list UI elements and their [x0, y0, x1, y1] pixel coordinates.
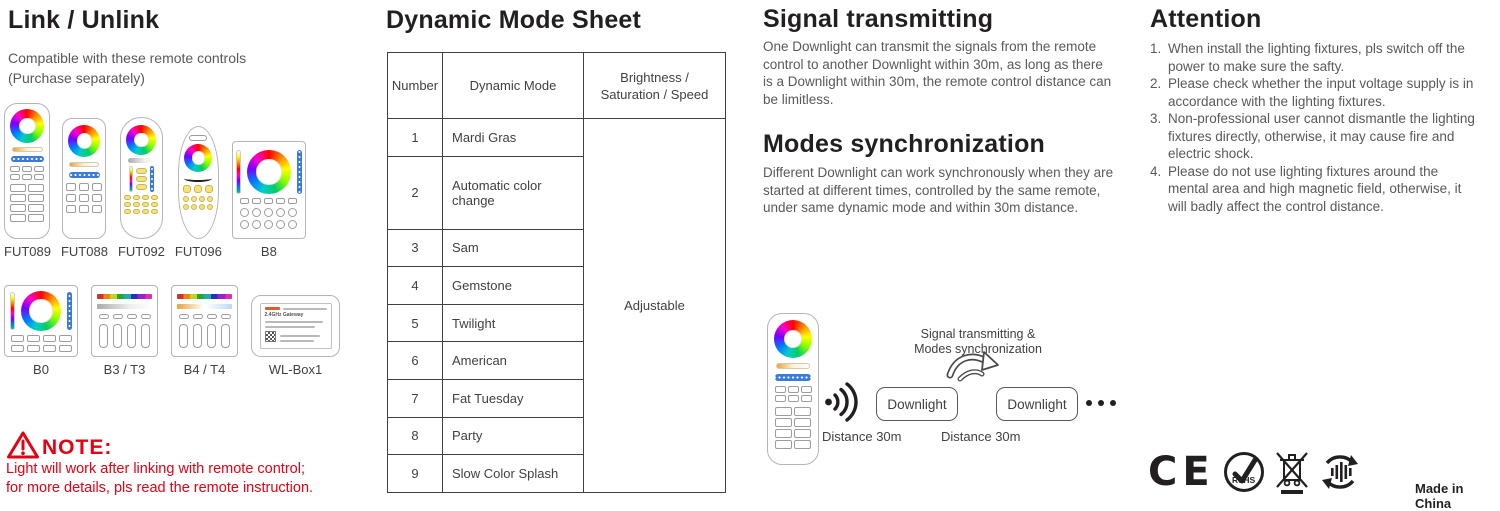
- zone-slider-row: [99, 324, 150, 348]
- panel-b0: [4, 285, 78, 377]
- dynamic-mode-sheet-title: Dynamic Mode Sheet: [386, 6, 642, 34]
- panel-b4-t4: [171, 285, 238, 377]
- gateway-body: [251, 295, 340, 357]
- rainbow-strip-icon: [177, 294, 232, 299]
- col-header-mode: Dynamic Mode: [443, 53, 584, 119]
- brightness-bar-icon: [11, 156, 44, 162]
- row-number: 4: [388, 267, 443, 305]
- zone-button-grid: [10, 184, 44, 222]
- ellipsis-dots-icon: [1086, 400, 1116, 406]
- button-grid: [11, 335, 72, 352]
- attention-item-2: [1150, 75, 1476, 110]
- panel-top: [10, 291, 72, 331]
- cct-bar-icon: [69, 162, 99, 167]
- power-pill-icon: [189, 135, 207, 141]
- color-wheel-icon: [184, 144, 212, 172]
- arrow-label-line1: Signal transmitting &: [920, 327, 1036, 341]
- color-ring-icon: [247, 150, 291, 194]
- zone-button-grid: [183, 196, 213, 210]
- brightness-bar-icon: [69, 172, 100, 178]
- remote-fut088-body: [62, 118, 106, 239]
- qr-code-icon: [265, 331, 276, 342]
- note-title: NOTE:: [42, 436, 113, 459]
- item-number: 2.: [1150, 76, 1162, 91]
- arrow-label-line2: Modes synchronization: [914, 342, 1042, 356]
- compatible-subtitle-line2: (Purchase separately): [8, 70, 145, 86]
- panel-b8: [232, 141, 306, 259]
- remote-fut096: [175, 126, 222, 259]
- weee-bin-icon: [1273, 448, 1311, 496]
- item-number: 4.: [1150, 163, 1162, 179]
- rf-signal-icon: [824, 381, 860, 423]
- panel-top: [236, 150, 302, 194]
- row-mode: American: [443, 342, 584, 380]
- arrow-label: [893, 327, 1063, 357]
- certification-icons: [1148, 448, 1362, 496]
- brightness-slider-icon: [67, 292, 72, 330]
- pill-button-row: [99, 314, 151, 319]
- item-text: Non-professional user cannot dismantle the lighting fixtures directly, otherwise, it may cause fire and electric shock.: [1168, 111, 1475, 161]
- zone-slider-row: [179, 324, 230, 348]
- brightness-slider-icon: [297, 150, 302, 194]
- button-grid: [10, 166, 44, 180]
- gateway-label-area: [260, 303, 332, 349]
- remote-label: B0: [33, 362, 49, 377]
- row-mode: Sam: [443, 229, 584, 267]
- panel-b8-body: [232, 141, 306, 239]
- cct-strip-icon: [177, 304, 232, 309]
- rohs-icon: [1222, 450, 1266, 494]
- gateway-model-text: 2.4GHz Gateway: [264, 312, 304, 318]
- brightness-slider-icon: [150, 166, 154, 192]
- color-wheel-icon: [126, 125, 156, 155]
- remote-fut092: [118, 117, 165, 259]
- attention-list: [1150, 40, 1476, 215]
- arc-bar-icon: [184, 175, 212, 182]
- remote-label: B4 / T4: [183, 362, 226, 377]
- row-number: 6: [388, 342, 443, 380]
- attention-item-1: [1150, 40, 1476, 75]
- row-mode: Slow Color Splash: [443, 455, 584, 493]
- row-mode: Mardi Gras: [443, 119, 584, 157]
- mid-controls: [129, 166, 154, 192]
- signal-transmitting-body: One Downlight can transmit the signals from the remote control to another Downlight within 30m, as long as there is a Downlight within 30m, the remote control distance can be limitless.: [763, 39, 1112, 107]
- button-row: [240, 198, 297, 204]
- color-wheel-icon: [774, 320, 812, 358]
- cct-bar-icon: [776, 363, 810, 369]
- row-number: 9: [388, 455, 443, 493]
- saturation-slider-icon: [236, 150, 241, 194]
- item-number: 1.: [1150, 41, 1162, 56]
- remotes-row-1: [4, 103, 306, 259]
- made-in-china-label: Made in China: [1415, 481, 1464, 511]
- col-header-bss: [584, 53, 726, 119]
- row-number: 8: [388, 417, 443, 455]
- note-line2: for more details, pls read the remote instruction.: [6, 480, 314, 496]
- pill-button-row: [179, 314, 231, 319]
- gateway-wl-box1: [251, 295, 340, 377]
- remote-label: B8: [260, 244, 277, 259]
- remote-fut088: [61, 118, 108, 259]
- dynamic-mode-table: [387, 52, 726, 493]
- row-number: 1: [388, 119, 443, 157]
- item-number: 3.: [1150, 111, 1162, 126]
- remote-label: FUT089: [4, 244, 51, 259]
- radio-equipment-icon: [1318, 450, 1362, 494]
- warning-triangle-icon: [6, 430, 40, 460]
- panel-b4-body: [171, 285, 238, 357]
- compatible-subtitle-line1: Compatible with these remote controls: [8, 50, 247, 66]
- item-text: Please do not use lighting fixtures around the mental area and high magnetic field, otherwise, it will badly affect the control distance.: [1168, 163, 1462, 214]
- remote-label: FUT096: [174, 244, 222, 259]
- downlight-box-1: Downlight: [876, 387, 958, 421]
- transmission-diagram: [760, 305, 1130, 485]
- adjustable-cell: Adjustable: [584, 119, 726, 493]
- row-number: 2: [388, 156, 443, 229]
- note-line1: Light will work after linking with remote control;: [6, 461, 305, 477]
- remote-fut092-body: [120, 117, 163, 239]
- saturation-slider-icon: [10, 292, 15, 330]
- note-section: [6, 430, 313, 498]
- row-number: 3: [388, 229, 443, 267]
- color-wheel-icon: [10, 109, 44, 143]
- distance-label-2: Distance 30m: [941, 429, 1021, 444]
- white-bar-icon: [128, 158, 155, 163]
- brand-logo-icon: [265, 307, 280, 310]
- remote-label: FUT088: [60, 244, 108, 259]
- remote-label: WL-Box1: [268, 362, 323, 377]
- item-text: When install the lighting fixtures, pls switch off the power to make sure the safty.: [1168, 41, 1465, 74]
- attention-item-4: [1150, 163, 1476, 216]
- bss-line1: Brightness /: [620, 69, 689, 85]
- rohs-text: RoHS: [1231, 475, 1255, 485]
- remotes-row-2: [4, 285, 340, 377]
- signal-transmitting-title: Signal transmitting: [763, 5, 994, 33]
- color-ring-icon: [21, 291, 61, 331]
- row-mode: Automatic color change: [443, 156, 584, 229]
- row-number: 7: [388, 380, 443, 418]
- saturation-slider-icon: [129, 166, 133, 192]
- zone-button-grid: [775, 407, 811, 449]
- row-mode: Party: [443, 417, 584, 455]
- remote-fut089: [4, 103, 51, 259]
- table-row: [388, 119, 726, 157]
- row-mode: Twilight: [443, 304, 584, 342]
- modes-synchronization-body: Different Downlight can work synchronously when they are started at different times, controlled by the same remote, under same dynamic mode and within 30m distance.: [763, 165, 1114, 215]
- zone-button-grid: [124, 195, 158, 214]
- remote-label: B3 / T3: [103, 362, 146, 377]
- cct-bar-icon: [12, 147, 43, 152]
- panel-b3-body: [91, 285, 158, 357]
- attention-title: Attention: [1150, 5, 1262, 33]
- zone-button-grid: [240, 208, 297, 229]
- panel-b0-body: [4, 285, 78, 357]
- row-mode: Fat Tuesday: [443, 380, 584, 418]
- mode-buttons: [183, 185, 213, 193]
- remote-fut089-body: [4, 103, 50, 239]
- item-text: Please check whether the input voltage supply is in accordance with the lighting fixtures.: [1168, 76, 1474, 109]
- gray-strip-icon: [97, 304, 152, 309]
- col-header-number: Number: [388, 53, 443, 119]
- panel-b3-t3: [91, 285, 158, 377]
- button-grid: [66, 183, 102, 213]
- rainbow-strip-icon: [97, 294, 152, 299]
- color-wheel-icon: [68, 125, 100, 157]
- link-unlink-title: Link / Unlink: [8, 6, 160, 34]
- row-mode: Gemstone: [443, 267, 584, 305]
- brightness-bar-icon: [775, 374, 811, 381]
- row-number: 5: [388, 304, 443, 342]
- downlight-box-2: Downlight: [996, 387, 1078, 421]
- remote-illustration: [767, 313, 819, 465]
- ce-mark-icon: CE: [1148, 449, 1215, 495]
- button-grid: [775, 386, 812, 402]
- bss-line2: Saturation / Speed: [600, 86, 709, 102]
- attention-item-3: [1150, 110, 1476, 163]
- modes-synchronization-title: Modes synchronization: [763, 130, 1046, 158]
- distance-label-1: Distance 30m: [822, 429, 902, 444]
- remote-label: FUT092: [117, 244, 165, 259]
- remote-fut096-body: [178, 126, 219, 239]
